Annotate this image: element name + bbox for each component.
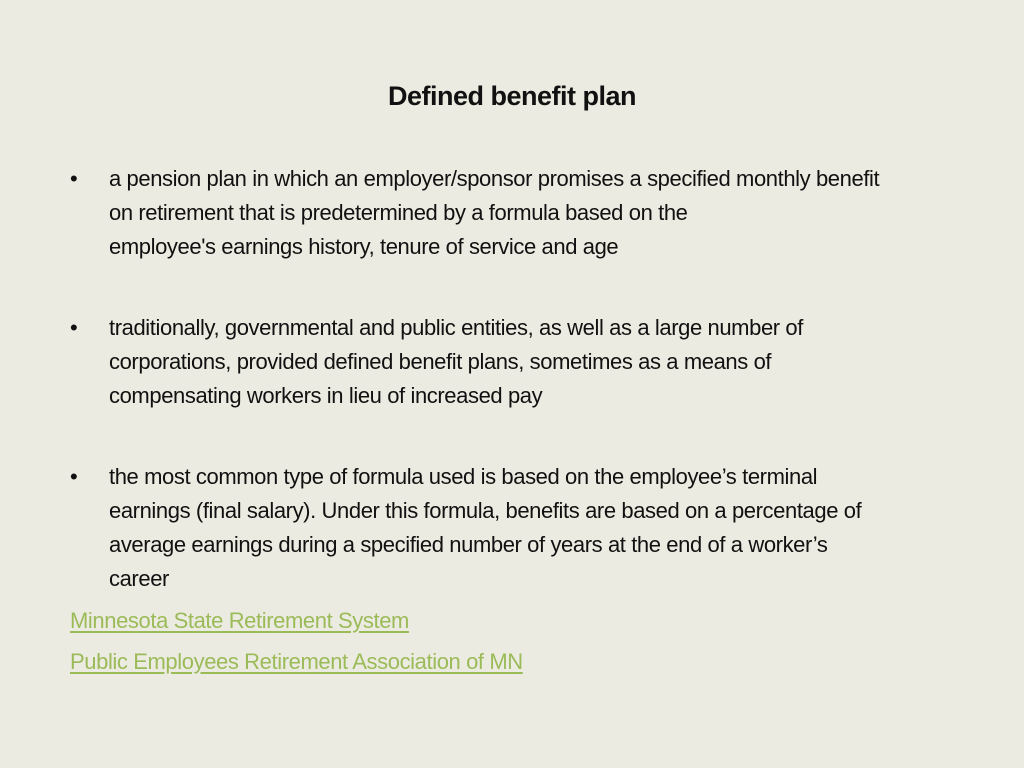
link-minnesota-state-retirement-system[interactable]: Minnesota State Retirement System — [70, 608, 409, 633]
bullet-glyph: • — [70, 166, 78, 191]
bullet-line: corporations, provided defined benefit plans, sometimes as a means of — [109, 349, 772, 374]
bullet-line: average earnings during a specified number of years at the end of a worker’s — [109, 532, 828, 557]
bullet-line: employee's earnings history, tenure of service and age — [109, 234, 619, 259]
bullet-line: compensating workers in lieu of increased pay — [109, 383, 543, 408]
bullet-glyph: • — [70, 464, 78, 489]
bullet-line: traditionally, governmental and public entities, as well as a large number of — [109, 315, 803, 340]
bullet-line: a pension plan in which an employer/sponsor promises a specified monthly benefit — [109, 166, 880, 191]
bullet-glyph: • — [70, 315, 78, 340]
bullet-line: the most common type of formula used is based on the employee’s terminal — [109, 464, 818, 489]
bullet-line: career — [109, 566, 169, 591]
bullet-line: earnings (final salary). Under this formula, benefits are based on a percentage of — [109, 498, 862, 523]
reference-links — [70, 604, 970, 686]
slide-title: Defined benefit plan — [387, 81, 637, 111]
bullet-line: on retirement that is predetermined by a formula based on the — [109, 200, 688, 225]
bullet-item-pension-definition — [70, 162, 970, 264]
bullet-item-formula — [70, 460, 970, 596]
bullet-list — [70, 162, 970, 596]
bullet-item-history — [70, 311, 970, 413]
link-public-employees-retirement-association[interactable]: Public Employees Retirement Association of MN — [70, 649, 523, 674]
